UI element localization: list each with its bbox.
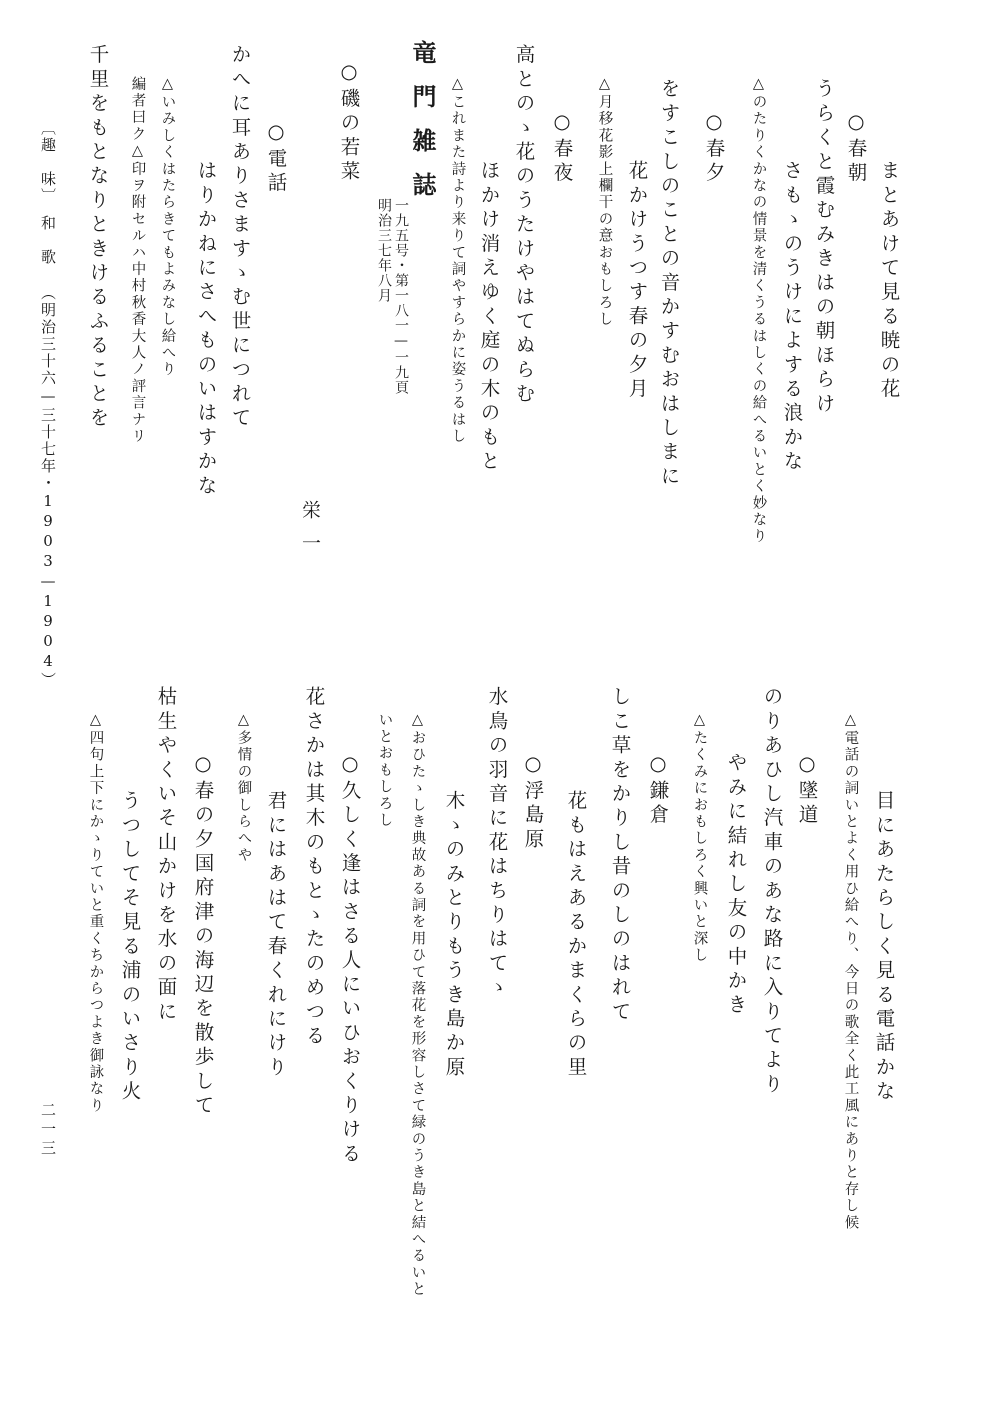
author-name: 栄一 (299, 500, 321, 566)
editor-note: 編者曰ク△印ヲ附セルハ中村秋香大人ノ評言ナリ (129, 76, 146, 445)
commentary: △たくみにおもしろく興いと深し (691, 712, 708, 964)
poem-heading: ○春朝 (844, 110, 868, 187)
poem-heading: ○墜道 (795, 752, 819, 829)
poem-line: かへに耳ありさますゝむ世につれて (228, 44, 252, 432)
poem-line: 花さかは其木のもとゝたのめつる (302, 686, 326, 1049)
poem-line: をすこしのことの音かすむおはしまに (657, 78, 681, 490)
poem-heading: ○春夜 (550, 110, 574, 187)
source-issue: 一九五号・第一八一—一九頁 (393, 198, 409, 395)
commentary: △多情の御しらへや (235, 712, 252, 864)
poem-line: はりかねにさへものいはすかな (194, 160, 218, 499)
running-header-category: 〔趣 味〕 (39, 120, 57, 205)
poem-line: ほかけ消えゆく庭の木のもと (477, 160, 501, 475)
poem-line: 目にあたらしく見る電話かな (872, 790, 896, 1105)
poem-line: うらくと霞むみきはの朝ほらけ (812, 78, 836, 417)
poem-line: しこ草をかりし昔のしのはれて (608, 686, 632, 1025)
commentary: △電話の詞いとよく用ひ給へり、今日の歌全く此工風にありと存し候 (842, 712, 859, 1232)
commentary: △おひたゝしき典故ある詞を用ひて落花を形容しさて緑のうき島と結へるいと (409, 712, 426, 1298)
poem-line: 枯生やくいそ山かけを水の面に (154, 686, 178, 1025)
poem-line: 高とのゝ花のうたけやはてぬらむ (512, 44, 536, 407)
poem-heading: ○浮島原 (521, 752, 545, 853)
poem-line: 木ゝのみとりもうき島か原 (442, 790, 466, 1081)
commentary: △月移花影上欄干の意おもしろし (596, 76, 613, 328)
commentary: △いみしくはたらきてもよみなし給へり (159, 76, 176, 379)
commentary: △これまた詩より来りて詞やすらかに姿うるはし (449, 76, 466, 445)
poem-line: うつしてそ見る浦のいさり火 (118, 790, 142, 1105)
poem-line: 水鳥の羽音に花はちりはてゝ (485, 686, 509, 1001)
commentary: △のたりくかなの情景を清くうるはしくの給へるいとく妙なり (750, 76, 767, 546)
poem-heading: ○春の夕国府津の海辺を散歩して (191, 752, 215, 1119)
running-header-genre: 和 歌 (39, 215, 57, 266)
poem-line: のりあひし汽車のあな路に入りてより (760, 686, 784, 1098)
poem-line: 花かけうつす春の夕月 (625, 160, 649, 402)
poem-line: 花もはえあるかまくらの里 (564, 790, 588, 1081)
poem-heading: ○磯の若菜 (337, 60, 361, 185)
source-title: 竜門雑誌 (408, 40, 437, 216)
commentary: △四句上下にかゝりていと重くちからつよき御詠なり (87, 712, 104, 1115)
poem-line: 君にはあはて春くれにけり (264, 790, 288, 1081)
poem-line: まとあけて見る暁の花 (877, 160, 901, 402)
poem-heading: ○久しく逢はさる人にいひおくりける (338, 752, 362, 1167)
source-date: 明治三七年八月 (376, 198, 392, 303)
page-number: 二一三 (39, 1102, 57, 1159)
poem-line: 千里をもとなりときけるふることを (86, 44, 110, 432)
commentary: いとおもしろし (376, 712, 393, 829)
running-header-period: （明治三十六—三十七年・1903—1904） (39, 285, 57, 689)
poem-line: さもゝのうけによする浪かな (780, 160, 804, 475)
poem-heading: ○電話 (264, 120, 288, 197)
poem-heading: ○鎌倉 (646, 752, 670, 829)
poem-line: やみに結れし友の中かき (724, 752, 748, 1019)
poem-heading: ○春夕 (702, 110, 726, 187)
